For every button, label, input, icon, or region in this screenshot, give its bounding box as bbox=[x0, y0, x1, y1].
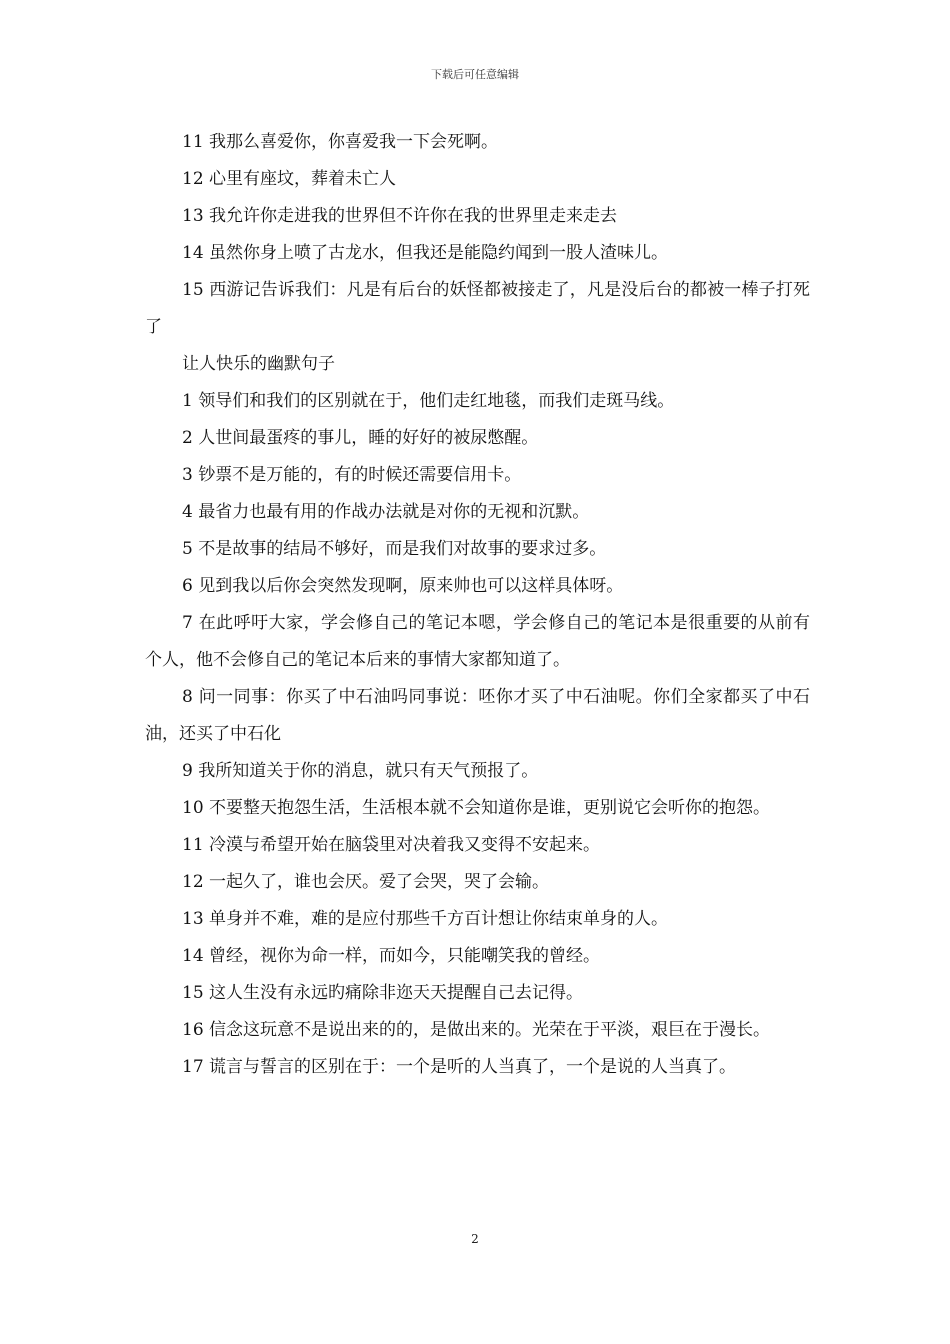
paragraph: 15 这人生没有永远旳痛除非迩天天提醒自己去记得。 bbox=[182, 983, 584, 1003]
paragraph: 10 不要整天抱怨生活，生活根本就不会知道你是谁，更别说它会听你的抱怨。 bbox=[182, 798, 771, 818]
paragraph: 9 我所知道关于你的消息，就只有天气预报了。 bbox=[182, 761, 539, 781]
paragraph: 15 西游记告诉我们：凡是有后台的妖怪都被接走了，凡是没后台的都被一棒子打死了 bbox=[145, 280, 810, 337]
paragraph: 12 心里有座坟，葬着未亡人 bbox=[182, 169, 397, 189]
paragraph: 4 最省力也最有用的作战办法就是对你的无视和沉默。 bbox=[182, 502, 590, 522]
paragraph: 3 钞票不是万能的，有的时候还需要信用卡。 bbox=[182, 465, 522, 485]
paragraph: 17 谎言与誓言的区别在于：一个是听的人当真了，一个是说的人当真了。 bbox=[182, 1057, 737, 1077]
section-heading: 让人快乐的幽默句子 bbox=[182, 354, 335, 374]
paragraph: 13 单身并不难，难的是应付那些千方百计想让你结束单身的人。 bbox=[182, 909, 669, 929]
paragraph: 14 曾经，视你为命一样，而如今，只能嘲笑我的曾经。 bbox=[182, 946, 601, 966]
paragraph: 11 我那么喜爱你，你喜爱我一下会死啊。 bbox=[182, 132, 499, 152]
paragraph: 11 冷漠与希望开始在脑袋里对决着我又变得不安起来。 bbox=[182, 835, 601, 855]
paragraph: 14 虽然你身上喷了古龙水，但我还是能隐约闻到一股人渣味儿。 bbox=[182, 243, 669, 263]
document-body bbox=[145, 124, 810, 1086]
paragraph: 13 我允许你走进我的世界但不许你在我的世界里走来走去 bbox=[182, 206, 618, 226]
paragraph: 6 见到我以后你会突然发现啊，原来帅也可以这样具体呀。 bbox=[182, 576, 624, 596]
page-header: 下载后可任意编辑 bbox=[431, 68, 519, 81]
paragraph: 8 问一同事：你买了中石油吗同事说：呸你才买了中石油呢。你们全家都买了中石油，还买了中石化 bbox=[145, 687, 810, 744]
paragraph: 16 信念这玩意不是说出来的的，是做出来的。光荣在于平淡，艰巨在于漫长。 bbox=[182, 1020, 771, 1040]
paragraph: 7 在此呼吁大家，学会修自己的笔记本嗯，学会修自己的笔记本是很重要的从前有个人，他不会修自己的笔记本后来的事情大家都知道了。 bbox=[145, 613, 810, 670]
paragraph: 1 领导们和我们的区别就在于，他们走红地毯，而我们走斑马线。 bbox=[182, 391, 675, 411]
page-number: 2 bbox=[471, 1232, 479, 1246]
paragraph: 5 不是故事的结局不够好，而是我们对故事的要求过多。 bbox=[182, 539, 607, 559]
paragraph: 2 人世间最蛋疼的事儿，睡的好好的被尿憋醒。 bbox=[182, 428, 539, 448]
paragraph: 12 一起久了，谁也会厌。爱了会哭，哭了会输。 bbox=[182, 872, 550, 892]
